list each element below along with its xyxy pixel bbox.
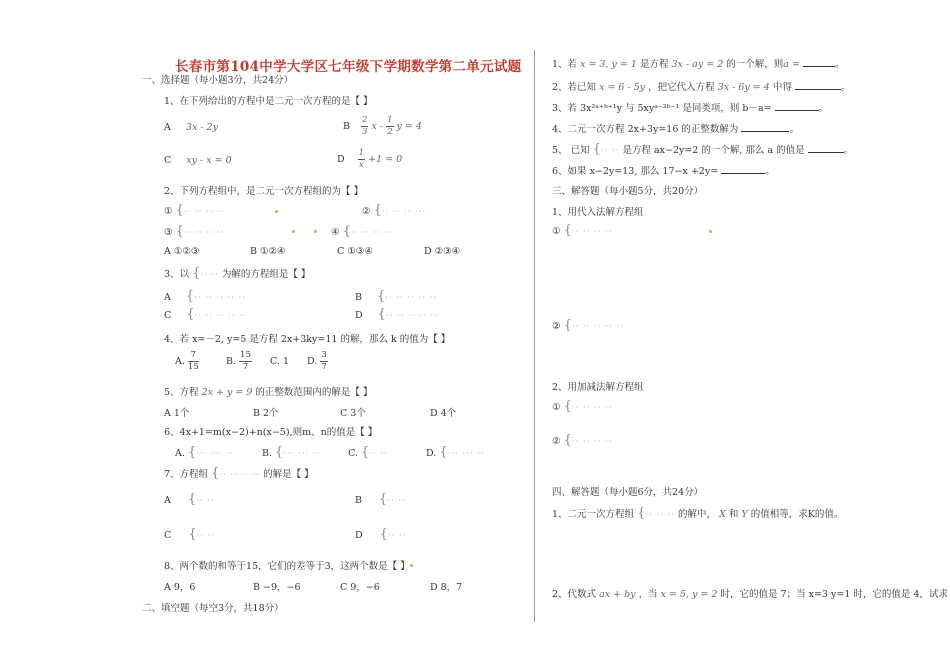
brace-icon: { (563, 223, 572, 238)
faint-equation: ·· ·· (387, 496, 406, 506)
option-label: C (164, 155, 172, 166)
question-text: 2、若已知 (552, 82, 597, 93)
question-text: 。 (843, 145, 854, 156)
q7-option-a (164, 492, 215, 507)
q5-option-d: D 4个 (430, 408, 457, 419)
question-text: 的正整数范围内的解是【 】 (255, 387, 373, 398)
q5-option-a: A 1个 (164, 408, 190, 419)
option-label: D. (307, 356, 318, 367)
q2-system-3 (164, 224, 225, 239)
question-text: 1、若 (552, 59, 578, 70)
faint-equation: ·· ·· ·· ··· (381, 207, 427, 217)
brace-icon: { (592, 142, 601, 157)
fill-question-5 (552, 142, 853, 157)
brace-icon: { (188, 527, 197, 542)
q3-option-a (164, 289, 246, 304)
brace-icon: { (175, 203, 184, 218)
denominator: 2 (387, 127, 393, 137)
item-marker: ① (552, 402, 561, 413)
option-label: A (164, 122, 171, 133)
q7-option-b (355, 492, 406, 507)
option-label: B (355, 292, 362, 303)
faint-equation: ·· ·· ·· ·· ·· (385, 293, 438, 303)
option-label: B (343, 121, 350, 132)
fraction (361, 115, 368, 138)
solve-2-system-1 (552, 399, 613, 414)
faint-equation: ·· ·· (600, 146, 620, 156)
item-marker: ④ (331, 227, 340, 238)
question-math: a = (783, 59, 800, 70)
question-text: 中得 (772, 82, 792, 93)
solve-1-system-1 (552, 223, 613, 238)
faint-equation: ··· ··· ·· (447, 449, 485, 459)
faint-equation: ·· ·· ·· ·· (219, 470, 261, 480)
numerator: 7 (188, 350, 199, 362)
q6-option-c (348, 445, 388, 460)
q1-option-b (343, 115, 422, 138)
faint-equation: ·· ·· ·· ·· ·· (194, 311, 247, 321)
brace-icon: { (187, 492, 197, 507)
dot-mark (709, 230, 712, 233)
q2-system-4 (331, 224, 392, 239)
faint-equation: ·· ·· ·· ·· (350, 228, 392, 238)
brace-icon: { (175, 224, 184, 239)
option-label: B. (262, 448, 273, 459)
item-marker: ① (164, 206, 173, 217)
q1-option-a (164, 122, 218, 133)
option-math: y = 4 (396, 121, 422, 132)
brace-icon: { (439, 445, 448, 460)
question-math: x = 5, y = 2 (660, 589, 718, 600)
item-marker: ② (552, 436, 561, 447)
faint-equation: ·· ·· (196, 531, 216, 541)
question-text: 。 (840, 82, 851, 93)
question-math: 3x - 6y = 4 (717, 82, 770, 93)
answer-blank[interactable] (741, 122, 789, 132)
q8-option-a: A 9，6 (164, 582, 196, 593)
question-text: 7、方程组 (164, 469, 209, 480)
question-text: 的解中， (678, 509, 717, 520)
option-label: A. (175, 356, 185, 367)
numerator: 1 (387, 115, 393, 125)
faint-equation: ·· ·· (369, 449, 388, 459)
question-7 (164, 466, 314, 481)
item-marker: ② (362, 206, 371, 217)
brace-icon: { (563, 399, 572, 414)
faint-equation: ·· ·· (196, 496, 215, 506)
brace-icon: { (360, 445, 370, 460)
q3-option-d (355, 307, 438, 322)
denominator: x (358, 160, 364, 170)
question-math: Y (741, 509, 748, 520)
faint-equation: ··· ··· ·· (196, 449, 234, 459)
faint-equation: ·· ·· ·· (645, 510, 675, 520)
faint-equation: ·· ·· (200, 270, 219, 280)
answer-question-2 (552, 586, 948, 600)
solve-1-system-2 (552, 318, 624, 333)
option-label: D (355, 530, 363, 541)
q4-option-a (175, 350, 199, 373)
question-text: 6、如果 x−2y=13, 那么 17−x +2y= (552, 166, 719, 177)
answer-question-1 (552, 506, 843, 521)
question-math: 2x + y = 9 (201, 387, 253, 398)
answer-blank[interactable] (803, 57, 835, 67)
question-math: 3x - ay = 2 (671, 59, 724, 70)
faint-equation: ·· ·· ·· ·· ·· (194, 293, 247, 303)
brace-icon: { (379, 527, 388, 542)
section-heading-choice: 一、选择题（每小题3分，共24分） (142, 75, 294, 86)
section-heading-answer: 四、解答题（每小题6分，共24分） (552, 487, 704, 498)
fill-question-1 (552, 56, 845, 70)
brace-icon: { (192, 266, 201, 281)
option-label: C (164, 310, 172, 321)
fill-question-4 (552, 121, 799, 135)
faint-equation: ·· ·· ·· ·· ·· (385, 311, 438, 321)
option-label: D (337, 154, 345, 165)
brace-icon: { (377, 289, 386, 304)
dot-mark (275, 210, 278, 213)
option-label: D (355, 310, 363, 321)
q6-option-b (262, 445, 320, 460)
q2-system-1 (164, 203, 225, 218)
fraction (188, 350, 199, 373)
question-text: 的解是【 】 (263, 469, 314, 480)
q4-option-d (307, 350, 328, 373)
question-text: 和 (728, 509, 739, 520)
q1-option-c (164, 155, 232, 166)
q8-option-c: C 9，−6 (340, 582, 380, 593)
option-label: A (164, 495, 171, 506)
option-math: 3x - 2y (185, 122, 218, 133)
option-label: B. (226, 356, 237, 367)
fraction (239, 350, 252, 373)
question-text: 。 (789, 124, 799, 135)
q2-option-a: A ①②③ (164, 246, 200, 257)
fill-question-6 (552, 163, 775, 177)
option-label: B (355, 495, 362, 506)
q6-option-d (426, 445, 485, 460)
numerator: 3 (321, 350, 327, 360)
option-label: C. (348, 448, 358, 459)
numerator: 2 (362, 115, 368, 125)
solve-question-1: 1、用代入法解方程组 (552, 207, 644, 218)
faint-equation: ·· ·· ·· ·· ·· (571, 322, 624, 332)
question-math: X (719, 509, 726, 520)
dot-mark (292, 230, 295, 233)
item-marker: ③ (164, 227, 173, 238)
question-text: ，当 (638, 589, 658, 600)
question-math: ax + by (599, 589, 636, 600)
fraction (386, 115, 393, 138)
brace-icon: { (379, 492, 388, 507)
column-divider (534, 50, 535, 622)
brace-icon: { (186, 307, 195, 322)
solve-question-2: 2、用加减法解方程组 (552, 382, 644, 393)
question-text: 4、二元一次方程 2x+3y=16 的正整数解为 (552, 124, 739, 135)
faint-equation: ·· ·· ·· ·· (571, 437, 613, 447)
brace-icon: { (563, 433, 572, 448)
answer-blank[interactable] (775, 101, 819, 111)
q5-option-c: C 3个 (340, 408, 366, 419)
item-marker: ① (552, 226, 561, 237)
brace-icon: { (637, 506, 646, 521)
q3-option-b (355, 289, 437, 304)
question-text: 。 (765, 166, 775, 177)
question-4: 4、若 x=－2, y=5 是方程 2x+3ky=11 的解，那么 k 的值为【 】 (164, 334, 451, 345)
question-1: 1、在下列给出的方程中是二元一次方程的是【 】 (164, 96, 373, 107)
question-text: 时，它的值是 7；当 x=3 y=1 时，它的值是 4，试求 (720, 589, 948, 600)
q4-option-c: C. 1 (270, 356, 290, 367)
solve-2-system-2 (552, 433, 613, 448)
question-text: 5、方程 (164, 387, 199, 398)
question-text: 。 (834, 59, 845, 70)
section-heading-solve: 三、解答题（每小题5分，共20分） (552, 186, 704, 197)
q5-option-b: B 2个 (253, 408, 279, 419)
question-text: 的一个解，则 (726, 59, 784, 70)
answer-blank[interactable] (808, 143, 844, 153)
q7-option-c (164, 527, 215, 542)
denominator: 7 (242, 362, 249, 372)
question-text: 1、二元一次方程组 (552, 509, 635, 520)
fill-question-2 (552, 79, 850, 93)
faint-equation: ·· ·· ·· ·· (183, 228, 225, 238)
q1-option-d (337, 148, 402, 171)
faint-equation: ··· ··· ·· (283, 449, 321, 459)
question-text: 3、若 3x²ᵃ⁺ᵇ⁺¹y 与 5xyᵃ⁻²ᵇ⁻¹ 是同类项，则 b－a= (552, 103, 772, 114)
fraction (320, 350, 327, 373)
section-heading-fill: 二、填空题（每空3分，共18分） (142, 603, 284, 614)
question-8: 8、两个数的和等于15，它们的差等于3，这两个数是【 】 (164, 561, 410, 572)
option-label: D. (426, 448, 437, 459)
q2-option-c: C ①③④ (337, 246, 373, 257)
question-text: 为解的方程组是【 】 (221, 269, 311, 280)
option-label: A. (175, 448, 185, 459)
option-math: +1 = 0 (368, 154, 403, 165)
option-math: x - (371, 121, 384, 132)
question-5 (164, 384, 372, 398)
faint-equation: ·· ·· ·· ·· (571, 227, 613, 237)
item-marker: ② (552, 321, 561, 332)
numerator: 1 (358, 148, 365, 158)
option-label: A (164, 292, 171, 303)
answer-blank[interactable] (795, 80, 841, 90)
answer-blank[interactable] (721, 164, 765, 174)
question-text: ，把它代入方程 (648, 82, 715, 93)
q4-option-b (226, 350, 252, 373)
question-text: 。 (818, 103, 829, 114)
q8-option-d: D 8，7 (430, 582, 463, 593)
question-text: 是方程 (639, 59, 669, 70)
denominator: 3 (362, 127, 368, 137)
question-3 (164, 266, 310, 281)
fill-question-3 (552, 100, 828, 114)
option-label: C (164, 530, 172, 541)
faint-equation: ·· ·· (387, 531, 407, 541)
q2-option-b: B ①②④ (250, 246, 286, 257)
question-text: 2、代数式 (552, 589, 597, 600)
q6-option-a (175, 445, 233, 460)
q2-option-d: D ②③④ (424, 246, 461, 257)
question-math: x = 6 - 5y (599, 82, 646, 93)
option-math: xy - x = 0 (186, 155, 232, 166)
q7-option-d (355, 527, 406, 542)
faint-equation: ·· ·· ·· ·· (183, 207, 225, 217)
numerator: 15 (240, 350, 251, 360)
question-math: x = 3, y = 1 (580, 59, 637, 70)
denominator: 7 (321, 362, 327, 372)
question-text: 的值相等，求K的值。 (750, 509, 844, 520)
dot-mark (410, 564, 413, 567)
brace-icon: { (275, 445, 284, 460)
question-2: 2、下列方程组中，是二元一次方程组的为【 】 (164, 186, 364, 197)
denominator: 15 (187, 362, 199, 372)
page-title: 长春市第104中学大学区七年级下学期数学第二单元试题 (175, 59, 522, 75)
brace-icon: { (377, 307, 386, 322)
q8-option-b: B −9，−6 (253, 582, 301, 593)
question-6: 6、4x+1=m(x−2)+n(x−5),则m、n的值是【 】 (164, 427, 378, 438)
brace-icon: { (211, 466, 220, 481)
brace-icon: { (185, 289, 195, 304)
faint-equation: ·· ·· ·· ·· (571, 403, 613, 413)
brace-icon: { (373, 203, 382, 218)
brace-icon: { (187, 445, 197, 460)
fraction (358, 148, 365, 171)
brace-icon: { (563, 318, 572, 333)
brace-icon: { (342, 224, 351, 239)
question-text: 3、以 (164, 269, 190, 280)
question-text: 5、 已知 (552, 145, 590, 156)
question-text: 是方程 ax−2y=2 的一个解, 那么 a 的值是 (622, 145, 805, 156)
q2-system-2 (362, 203, 426, 218)
dot-mark (314, 230, 317, 233)
q3-option-c (164, 307, 246, 322)
